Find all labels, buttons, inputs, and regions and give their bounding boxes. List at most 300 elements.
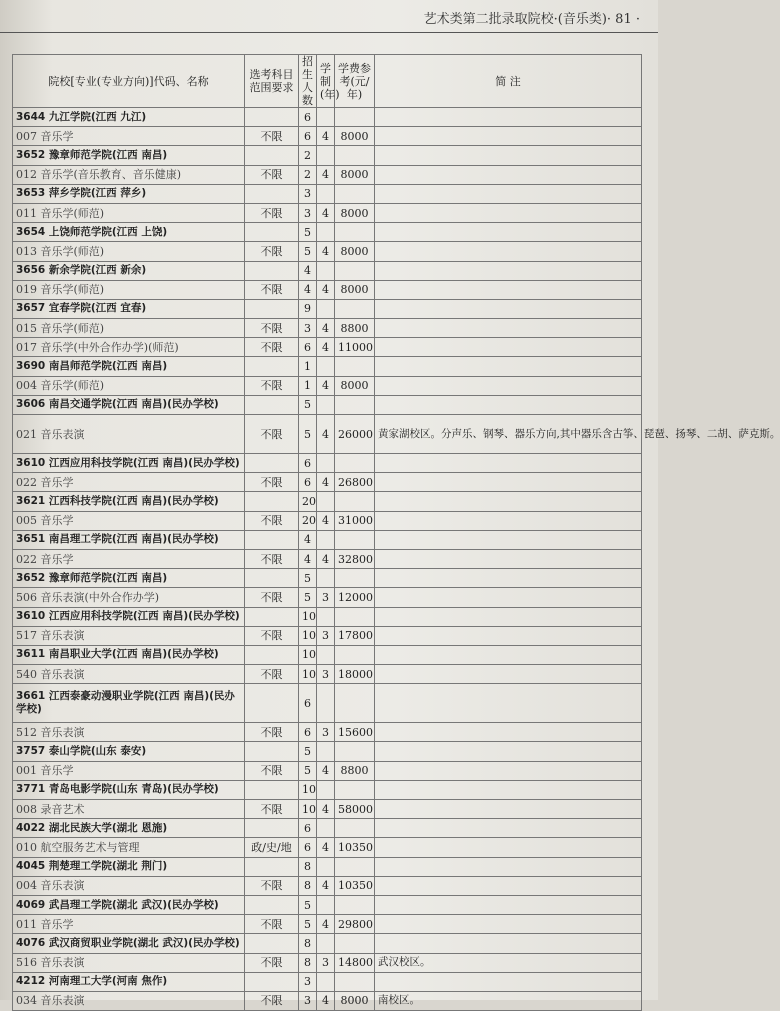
cell-subjects: 政/史/地 xyxy=(245,838,299,857)
cell-plan: 3 xyxy=(299,972,317,991)
cell-plan: 20 xyxy=(299,492,317,511)
cell-subjects xyxy=(245,607,299,626)
cell-length: 4 xyxy=(317,991,335,1010)
school-row xyxy=(13,972,642,991)
cell-plan: 20 xyxy=(299,511,317,530)
cell-plan: 1 xyxy=(299,357,317,376)
cell-plan: 6 xyxy=(299,838,317,857)
cell-fee xyxy=(335,645,375,664)
school-row xyxy=(13,108,642,127)
cell-subjects xyxy=(245,108,299,127)
cell-fee: 8000 xyxy=(335,280,375,299)
cell-name: 011 音乐学(师范) xyxy=(13,203,245,222)
cell-subjects: 不限 xyxy=(245,165,299,184)
school-row xyxy=(13,780,642,799)
cell-fee: 8000 xyxy=(335,242,375,261)
cell-fee: 8000 xyxy=(335,165,375,184)
cell-fee xyxy=(335,972,375,991)
cell-note xyxy=(375,857,642,876)
cell-fee xyxy=(335,395,375,414)
school-row xyxy=(13,742,642,761)
cell-subjects: 不限 xyxy=(245,549,299,568)
cell-name: 008 录音艺术 xyxy=(13,800,245,819)
cell-length: 4 xyxy=(317,319,335,338)
cell-length xyxy=(317,780,335,799)
cell-fee: 26800 xyxy=(335,473,375,492)
cell-length xyxy=(317,223,335,242)
cell-plan: 4 xyxy=(299,261,317,280)
cell-fee: 11000 xyxy=(335,338,375,357)
cell-plan: 8 xyxy=(299,857,317,876)
school-row xyxy=(13,934,642,953)
school-row xyxy=(13,299,642,318)
cell-plan: 10 xyxy=(299,665,317,684)
cell-name: 3606 南昌交通学院(江西 南昌)(民办学校) xyxy=(13,395,245,414)
cell-plan: 5 xyxy=(299,242,317,261)
cell-name: 021 音乐表演 xyxy=(13,415,245,454)
cell-name: 3653 萍乡学院(江西 萍乡) xyxy=(13,184,245,203)
cell-name: 004 音乐学(师范) xyxy=(13,376,245,395)
cell-subjects: 不限 xyxy=(245,876,299,895)
cell-length: 3 xyxy=(317,953,335,972)
cell-subjects: 不限 xyxy=(245,319,299,338)
cell-note xyxy=(375,511,642,530)
cell-length: 4 xyxy=(317,203,335,222)
cell-name: 022 音乐学 xyxy=(13,473,245,492)
cell-name: 017 音乐学(中外合作办学)(师范) xyxy=(13,338,245,357)
cell-name: 3654 上饶师范学院(江西 上饶) xyxy=(13,223,245,242)
cell-note xyxy=(375,184,642,203)
cell-note xyxy=(375,626,642,645)
cell-plan: 4 xyxy=(299,530,317,549)
cell-fee: 31000 xyxy=(335,511,375,530)
cell-plan: 8 xyxy=(299,953,317,972)
cell-length: 3 xyxy=(317,588,335,607)
cell-subjects xyxy=(245,357,299,376)
cell-note xyxy=(375,972,642,991)
cell-name: 3690 南昌师范学院(江西 南昌) xyxy=(13,357,245,376)
cell-plan: 5 xyxy=(299,742,317,761)
major-row xyxy=(13,549,642,568)
cell-plan: 5 xyxy=(299,569,317,588)
cell-note xyxy=(375,761,642,780)
cell-plan: 5 xyxy=(299,588,317,607)
cell-length: 4 xyxy=(317,338,335,357)
cell-plan: 8 xyxy=(299,934,317,953)
cell-subjects xyxy=(245,934,299,953)
cell-subjects: 不限 xyxy=(245,665,299,684)
cell-subjects: 不限 xyxy=(245,280,299,299)
cell-subjects: 不限 xyxy=(245,338,299,357)
cell-note xyxy=(375,127,642,146)
table-body xyxy=(13,108,780,1011)
cell-plan: 5 xyxy=(299,895,317,914)
cell-length: 4 xyxy=(317,549,335,568)
cell-plan: 4 xyxy=(299,549,317,568)
cell-fee: 12000 xyxy=(335,588,375,607)
cell-subjects xyxy=(245,780,299,799)
cell-name: 4045 荆楚理工学院(湖北 荆门) xyxy=(13,857,245,876)
cell-plan: 10 xyxy=(299,626,317,645)
cell-fee xyxy=(335,530,375,549)
cell-name: 3757 泰山学院(山东 泰安) xyxy=(13,742,245,761)
school-row xyxy=(13,357,642,376)
cell-length: 4 xyxy=(317,280,335,299)
cell-fee xyxy=(335,780,375,799)
cell-note xyxy=(375,742,642,761)
cell-length: 4 xyxy=(317,242,335,261)
cell-subjects xyxy=(245,146,299,165)
cell-note xyxy=(375,473,642,492)
school-row xyxy=(13,184,642,203)
cell-fee: 10350 xyxy=(335,838,375,857)
cell-length xyxy=(317,684,335,723)
cell-subjects xyxy=(245,742,299,761)
cell-plan: 6 xyxy=(299,819,317,838)
cell-name: 3610 江西应用科技学院(江西 南昌)(民办学校) xyxy=(13,454,245,473)
cell-fee xyxy=(335,742,375,761)
cell-name: 013 音乐学(师范) xyxy=(13,242,245,261)
cell-length xyxy=(317,454,335,473)
cell-length xyxy=(317,934,335,953)
cell-fee xyxy=(335,146,375,165)
cell-note xyxy=(375,549,642,568)
cell-subjects xyxy=(245,454,299,473)
cell-length xyxy=(317,569,335,588)
major-row xyxy=(13,665,642,684)
major-row xyxy=(13,991,642,1010)
cell-name: 034 音乐表演 xyxy=(13,991,245,1010)
major-row xyxy=(13,838,642,857)
cell-fee xyxy=(335,184,375,203)
cell-note: 南校区。 xyxy=(375,991,642,1010)
cell-name: 3771 青岛电影学院(山东 青岛)(民办学校) xyxy=(13,780,245,799)
major-row xyxy=(13,876,642,895)
cell-length xyxy=(317,742,335,761)
cell-plan: 5 xyxy=(299,415,317,454)
cell-subjects: 不限 xyxy=(245,203,299,222)
school-row xyxy=(13,223,642,242)
header-length: 学制(年) xyxy=(317,55,335,108)
cell-subjects: 不限 xyxy=(245,915,299,934)
cell-name: 015 音乐学(师范) xyxy=(13,319,245,338)
cell-length xyxy=(317,819,335,838)
cell-fee xyxy=(335,454,375,473)
cell-plan: 9 xyxy=(299,299,317,318)
cell-name: 4022 湖北民族大学(湖北 恩施) xyxy=(13,819,245,838)
school-row xyxy=(13,895,642,914)
cell-length xyxy=(317,108,335,127)
cell-subjects: 不限 xyxy=(245,588,299,607)
cell-plan: 8 xyxy=(299,876,317,895)
cell-fee: 15600 xyxy=(335,723,375,742)
cell-length xyxy=(317,530,335,549)
cell-fee: 14800 xyxy=(335,953,375,972)
cell-note xyxy=(375,223,642,242)
cell-fee xyxy=(335,819,375,838)
cell-subjects: 不限 xyxy=(245,800,299,819)
school-row xyxy=(13,857,642,876)
cell-note xyxy=(375,915,642,934)
cell-subjects: 不限 xyxy=(245,991,299,1010)
cell-length: 4 xyxy=(317,473,335,492)
school-row xyxy=(13,569,642,588)
cell-note xyxy=(375,492,642,511)
cell-plan: 5 xyxy=(299,223,317,242)
major-row xyxy=(13,165,642,184)
cell-name: 3651 南昌理工学院(江西 南昌)(民办学校) xyxy=(13,530,245,549)
school-row xyxy=(13,492,642,511)
cell-length xyxy=(317,972,335,991)
cell-fee: 32800 xyxy=(335,549,375,568)
header-plan: 招生人数 xyxy=(299,55,317,108)
cell-fee: 8000 xyxy=(335,376,375,395)
cell-note xyxy=(375,165,642,184)
major-row xyxy=(13,588,642,607)
cell-fee xyxy=(335,607,375,626)
cell-name: 540 音乐表演 xyxy=(13,665,245,684)
cell-subjects xyxy=(245,184,299,203)
cell-plan: 5 xyxy=(299,915,317,934)
cell-fee xyxy=(335,492,375,511)
cell-name: 007 音乐学 xyxy=(13,127,245,146)
cell-fee: 8000 xyxy=(335,991,375,1010)
school-row xyxy=(13,146,642,165)
major-row xyxy=(13,915,642,934)
cell-note xyxy=(375,838,642,857)
cell-subjects: 不限 xyxy=(245,376,299,395)
cell-fee: 18000 xyxy=(335,665,375,684)
cell-note xyxy=(375,876,642,895)
cell-name: 3661 江西泰豪动漫职业学院(江西 南昌)(民办学校) xyxy=(13,684,245,723)
cell-name: 3611 南昌职业大学(江西 南昌)(民办学校) xyxy=(13,645,245,664)
cell-plan: 5 xyxy=(299,761,317,780)
cell-fee xyxy=(335,684,375,723)
cell-fee: 8800 xyxy=(335,761,375,780)
cell-fee: 17800 xyxy=(335,626,375,645)
cell-note xyxy=(375,780,642,799)
cell-fee: 8000 xyxy=(335,203,375,222)
cell-length: 3 xyxy=(317,665,335,684)
cell-fee xyxy=(335,261,375,280)
school-row xyxy=(13,395,642,414)
cell-plan: 6 xyxy=(299,108,317,127)
cell-note xyxy=(375,280,642,299)
cell-note xyxy=(375,895,642,914)
running-head: 艺术类第二批录取院校·(音乐类)· 81 · xyxy=(423,12,640,27)
cell-fee: 26000 xyxy=(335,415,375,454)
cell-subjects: 不限 xyxy=(245,626,299,645)
cell-length: 4 xyxy=(317,915,335,934)
cell-fee: 8000 xyxy=(335,127,375,146)
cell-note xyxy=(375,588,642,607)
cell-name: 001 音乐学 xyxy=(13,761,245,780)
header-note: 简 注 xyxy=(375,55,642,108)
cell-subjects: 不限 xyxy=(245,242,299,261)
cell-note xyxy=(375,819,642,838)
cell-length xyxy=(317,857,335,876)
cell-subjects xyxy=(245,895,299,914)
cell-name: 516 音乐表演 xyxy=(13,953,245,972)
cell-fee xyxy=(335,108,375,127)
cell-subjects xyxy=(245,972,299,991)
major-row xyxy=(13,242,642,261)
cell-length: 4 xyxy=(317,376,335,395)
cell-length: 4 xyxy=(317,165,335,184)
cell-name: 004 音乐表演 xyxy=(13,876,245,895)
cell-subjects xyxy=(245,530,299,549)
cell-note xyxy=(375,723,642,742)
cell-subjects xyxy=(245,492,299,511)
cell-name: 005 音乐学 xyxy=(13,511,245,530)
cell-length xyxy=(317,184,335,203)
cell-plan: 6 xyxy=(299,454,317,473)
cell-subjects xyxy=(245,819,299,838)
cell-length: 4 xyxy=(317,761,335,780)
cell-length: 4 xyxy=(317,511,335,530)
cell-name: 010 航空服务艺术与管理 xyxy=(13,838,245,857)
cell-fee xyxy=(335,299,375,318)
cell-note xyxy=(375,299,642,318)
cell-name: 3644 九江学院(江西 九江) xyxy=(13,108,245,127)
cell-note xyxy=(375,108,642,127)
cell-length: 4 xyxy=(317,800,335,819)
header-rule xyxy=(0,32,658,33)
major-row xyxy=(13,127,642,146)
cell-note xyxy=(375,319,642,338)
cell-length: 4 xyxy=(317,127,335,146)
cell-name: 022 音乐学 xyxy=(13,549,245,568)
cell-note xyxy=(375,146,642,165)
major-row xyxy=(13,319,642,338)
major-row xyxy=(13,203,642,222)
cell-fee: 58000 xyxy=(335,800,375,819)
cell-note xyxy=(375,684,642,723)
cell-length: 4 xyxy=(317,876,335,895)
cell-length xyxy=(317,607,335,626)
header-fee: 学费参考(元/年) xyxy=(335,55,375,108)
cell-name: 012 音乐学(音乐教育、音乐健康) xyxy=(13,165,245,184)
school-row xyxy=(13,261,642,280)
cell-name: 506 音乐表演(中外合作办学) xyxy=(13,588,245,607)
major-row xyxy=(13,511,642,530)
cell-length xyxy=(317,357,335,376)
cell-length xyxy=(317,146,335,165)
cell-subjects xyxy=(245,569,299,588)
cell-name: 3621 江西科技学院(江西 南昌)(民办学校) xyxy=(13,492,245,511)
major-row xyxy=(13,280,642,299)
cell-note xyxy=(375,357,642,376)
major-row xyxy=(13,723,642,742)
cell-plan: 3 xyxy=(299,203,317,222)
cell-length: 3 xyxy=(317,626,335,645)
cell-plan: 2 xyxy=(299,146,317,165)
major-row xyxy=(13,473,642,492)
header-name: 院校[专业(专业方向)]代码、名称 xyxy=(13,55,245,108)
cell-plan: 5 xyxy=(299,395,317,414)
cell-name: 512 音乐表演 xyxy=(13,723,245,742)
cell-name: 019 音乐学(师范) xyxy=(13,280,245,299)
cell-plan: 10 xyxy=(299,780,317,799)
cell-name: 011 音乐学 xyxy=(13,915,245,934)
cell-plan: 4 xyxy=(299,280,317,299)
cell-subjects: 不限 xyxy=(245,953,299,972)
cell-note: 黄家湖校区。分声乐、钢琴、器乐方向,其中器乐含古筝、琵琶、扬琴、二胡、萨克斯。 xyxy=(375,415,642,454)
major-row xyxy=(13,953,642,972)
cell-subjects xyxy=(245,395,299,414)
cell-plan: 6 xyxy=(299,473,317,492)
school-row xyxy=(13,530,642,549)
cell-fee xyxy=(335,223,375,242)
cell-plan: 10 xyxy=(299,800,317,819)
cell-fee xyxy=(335,934,375,953)
major-row xyxy=(13,626,642,645)
cell-fee: 29800 xyxy=(335,915,375,934)
cell-length xyxy=(317,645,335,664)
cell-note xyxy=(375,261,642,280)
cell-subjects: 不限 xyxy=(245,415,299,454)
table-header-row xyxy=(13,55,642,108)
cell-name: 3610 江西应用科技学院(江西 南昌)(民办学校) xyxy=(13,607,245,626)
cell-length xyxy=(317,895,335,914)
cell-length xyxy=(317,261,335,280)
cell-plan: 6 xyxy=(299,127,317,146)
major-row xyxy=(13,761,642,780)
cell-name: 4076 武汉商贸职业学院(湖北 武汉)(民办学校) xyxy=(13,934,245,953)
cell-subjects xyxy=(245,223,299,242)
cell-subjects xyxy=(245,299,299,318)
cell-length: 3 xyxy=(317,723,335,742)
cell-plan: 6 xyxy=(299,338,317,357)
major-row xyxy=(13,415,642,454)
cell-note: 武汉校区。 xyxy=(375,953,642,972)
major-row xyxy=(13,338,642,357)
cell-name: 3656 新余学院(江西 新余) xyxy=(13,261,245,280)
cell-note xyxy=(375,569,642,588)
cell-plan: 3 xyxy=(299,991,317,1010)
cell-subjects: 不限 xyxy=(245,127,299,146)
cell-note xyxy=(375,203,642,222)
cell-length: 4 xyxy=(317,415,335,454)
cell-note xyxy=(375,376,642,395)
cell-plan: 6 xyxy=(299,684,317,723)
school-row xyxy=(13,454,642,473)
cell-subjects xyxy=(245,857,299,876)
cell-plan: 2 xyxy=(299,165,317,184)
cell-subjects: 不限 xyxy=(245,511,299,530)
cell-name: 3652 豫章师范学院(江西 南昌) xyxy=(13,146,245,165)
cell-fee xyxy=(335,895,375,914)
cell-plan: 1 xyxy=(299,376,317,395)
cell-fee: 8800 xyxy=(335,319,375,338)
cell-length: 4 xyxy=(317,838,335,857)
cell-subjects xyxy=(245,684,299,723)
cell-note xyxy=(375,934,642,953)
major-row xyxy=(13,800,642,819)
cell-name: 3657 宜春学院(江西 宜春) xyxy=(13,299,245,318)
cell-fee xyxy=(335,857,375,876)
cell-note xyxy=(375,665,642,684)
cell-subjects xyxy=(245,645,299,664)
cell-length xyxy=(317,299,335,318)
cell-note xyxy=(375,454,642,473)
cell-plan: 10 xyxy=(299,607,317,626)
cell-plan: 10 xyxy=(299,645,317,664)
cell-name: 4212 河南理工大学(河南 焦作) xyxy=(13,972,245,991)
cell-note xyxy=(375,607,642,626)
cell-plan: 6 xyxy=(299,723,317,742)
admissions-table xyxy=(12,54,780,1011)
